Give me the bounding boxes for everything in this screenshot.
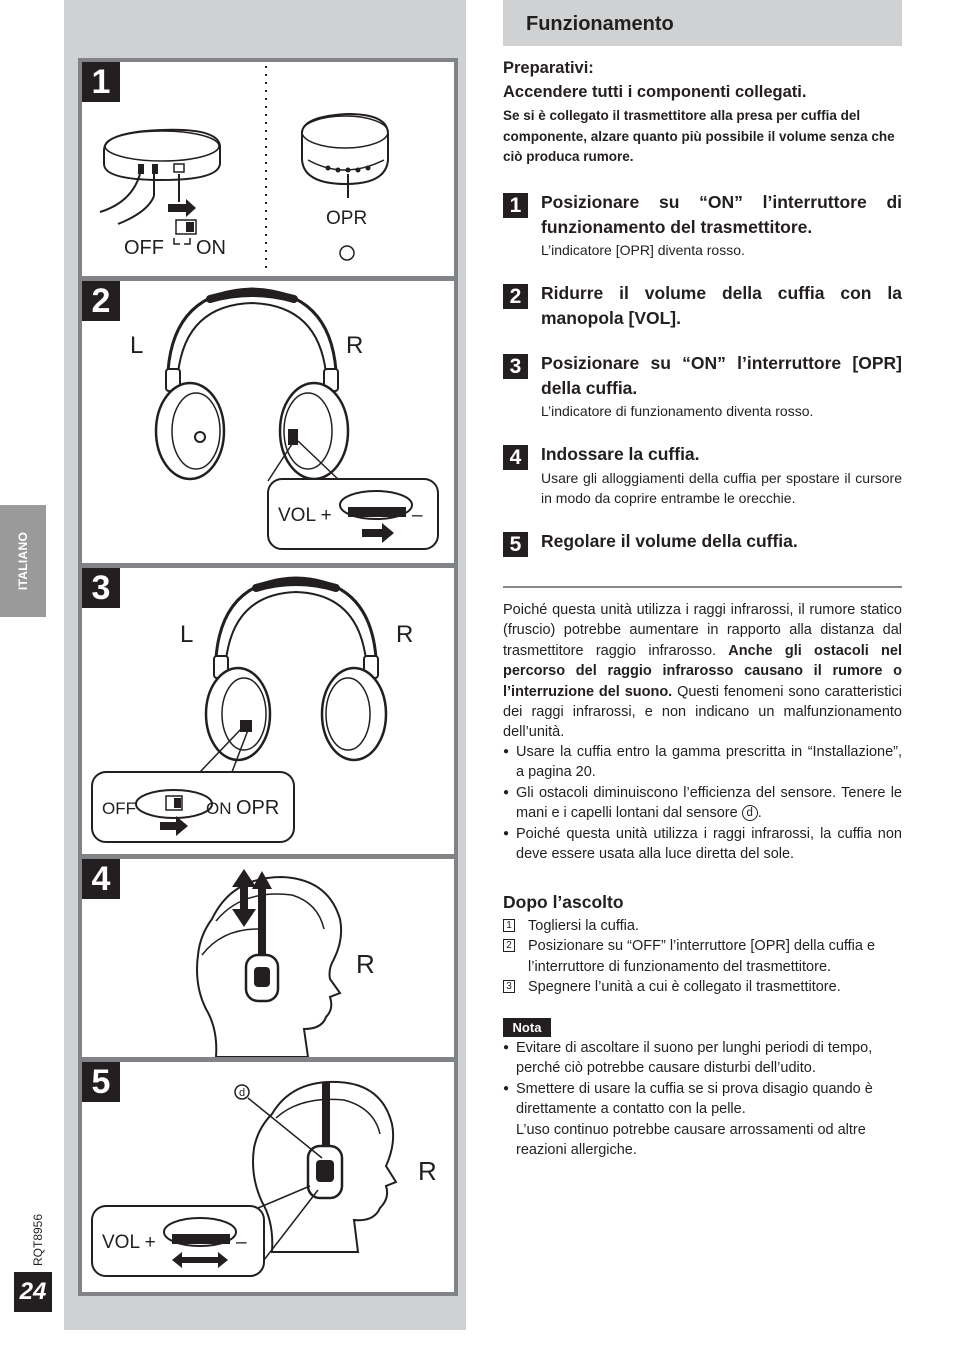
off-label: OFF <box>102 799 136 818</box>
note-badge: Nota <box>503 1018 551 1037</box>
page-number: 24 <box>14 1272 52 1312</box>
sensor-marker: d <box>742 805 758 821</box>
vol-plus-label: VOL + <box>278 505 332 526</box>
right-ear-label: R <box>418 1156 437 1186</box>
illustration-panel-3 <box>82 568 454 854</box>
after-step-text: Posizionare su “OFF” l’interruttore [OPR] della cuffia e l’interruttore di funzionamento del trasmettitore. <box>528 938 876 975</box>
step-title: Posizionare su “ON” l’interruttore [OPR] della cuffia. <box>541 353 902 398</box>
note-continuation: L’uso continuo potrebbe causare arrossamenti od altre reazioni allergiche. <box>516 1121 866 1159</box>
document-code: RQT8956 <box>31 1213 45 1267</box>
illustration-step-number: 5 <box>82 1062 120 1102</box>
step-number: 4 <box>503 445 528 470</box>
on-label: ON <box>206 799 232 818</box>
right-ear-label: R <box>346 332 364 359</box>
step-title: Posizionare su “ON” l’interruttore di funzionamento del trasmettitore. <box>541 192 902 237</box>
illustration-panel-5 <box>82 1062 454 1292</box>
right-ear-label: R <box>396 621 414 648</box>
prep-note: Se si è collegato il trasmettitore alla presa per cuffia del componente, alzare quanto più possibile il volume senza che ciò produca rumore. <box>503 108 895 164</box>
off-label: OFF <box>124 237 164 259</box>
divider <box>503 586 902 588</box>
on-label: ON <box>196 237 226 259</box>
headphones-opr-illustration <box>82 568 454 854</box>
vol-plus-label: VOL + <box>102 1232 156 1253</box>
prep-instruction: Accendere tutti i componenti collegati. <box>503 83 807 101</box>
after-listening-heading: Dopo l’ascolto <box>503 892 624 912</box>
headphones-volume-illustration <box>82 281 454 563</box>
right-ear-label: R <box>356 949 375 979</box>
section-header <box>503 0 902 46</box>
note-bullet: ● Smettere di usare la cuffia se si prova disagio quando è direttamente a contatto con la pelle. <box>503 1079 902 1120</box>
step-title: Ridurre il volume della cuffia con la manopola [VOL]. <box>541 283 902 328</box>
illustration-step-number: 3 <box>82 568 120 608</box>
infrared-info-paragraph <box>503 600 902 743</box>
language-tab <box>0 505 46 617</box>
after-step <box>503 936 902 977</box>
left-ear-label: L <box>130 332 144 359</box>
wearing-headphones-illustration <box>82 859 454 1057</box>
adjust-volume-illustration <box>82 1062 454 1292</box>
after-step <box>503 977 902 997</box>
step-number: 3 <box>503 354 528 379</box>
step-title: Regolare il volume della cuffia. <box>541 531 798 551</box>
step-description: L’indicatore di funzionamento diventa rosso. <box>541 403 814 419</box>
illustration-panel-1 <box>82 62 454 276</box>
vol-minus-label: – <box>412 505 423 526</box>
illustration-panel-2 <box>82 281 454 563</box>
illustration-step-number: 4 <box>82 859 120 899</box>
preparation-block <box>503 56 902 168</box>
note-bullet: ● Evitare di ascoltare il suono per lunghi periodi di tempo, perché ciò potrebbe causare disturbi dell’udito. <box>503 1038 902 1079</box>
vol-minus-label: – <box>236 1232 247 1253</box>
note-list <box>503 1038 902 1160</box>
opr-indicator-icon <box>340 246 354 260</box>
after-step-number: 2 <box>503 939 515 952</box>
prep-heading: Preparativi: <box>503 59 594 77</box>
after-step-text: Togliersi la cuffia. <box>528 918 639 934</box>
after-step-text: Spegnere l’unità a cui è collegato il trasmettitore. <box>528 979 841 996</box>
sensor-marker: d <box>238 1087 246 1099</box>
transmitter-illustration <box>82 62 454 276</box>
step-number: 1 <box>503 193 528 218</box>
step-description: L’indicatore [OPR] diventa rosso. <box>541 242 745 258</box>
info-text: Questi fenomeni sono caratteristici dei raggi infrarossi, e non indicano un malfunzionamento dell’unità. <box>503 683 902 741</box>
step-title: Indossare la cuffia. <box>541 444 700 464</box>
after-step <box>503 916 902 936</box>
step-description: Usare gli alloggiamenti della cuffia per spostare il cursore in modo da coprire entrambe le orecchie. <box>541 470 902 506</box>
info-text: Poiché questa unità utilizza i raggi infrarossi, il rumore statico (fruscio) potrebbe aumentare in rapporto alla distanza dal trasmettitore raggio infrarosso. <box>503 602 902 659</box>
info-bullet: ● Usare la cuffia entro la gamma prescritta in “Installazione”, a pagina 20. <box>503 742 902 783</box>
language-tab-label: ITALIANO <box>16 531 30 591</box>
info-bullet-text: . <box>757 805 762 822</box>
illustration-panel-4 <box>82 859 454 1057</box>
after-step-number: 1 <box>503 919 515 932</box>
left-ear-label: L <box>180 621 194 648</box>
illustration-step-number: 1 <box>82 62 120 102</box>
section-title: Funzionamento <box>526 13 674 35</box>
illustration-step-number: 2 <box>82 281 120 321</box>
after-step-number: 3 <box>503 980 515 993</box>
info-bullet <box>503 783 902 824</box>
step-number: 5 <box>503 532 528 557</box>
info-warning: Anche gli ostacoli nel percorso del raggio infrarosso causano il rumore o l’interruzione del suono. <box>503 642 902 700</box>
info-bullet-text: Gli ostacoli diminuiscono l’efficienza del sensore. Tenere le mani e i capelli lontani dal sensore <box>516 784 902 822</box>
after-listening-list <box>503 916 902 998</box>
opr-label: OPR <box>326 208 368 229</box>
step-number: 2 <box>503 284 528 309</box>
info-bullet: ● Poiché questa unità utilizza i raggi infrarossi, la cuffia non deve essere usata alla luce diretta del sole. <box>503 824 902 865</box>
opr-label: OPR <box>236 797 280 819</box>
info-bullet-list <box>503 742 902 864</box>
